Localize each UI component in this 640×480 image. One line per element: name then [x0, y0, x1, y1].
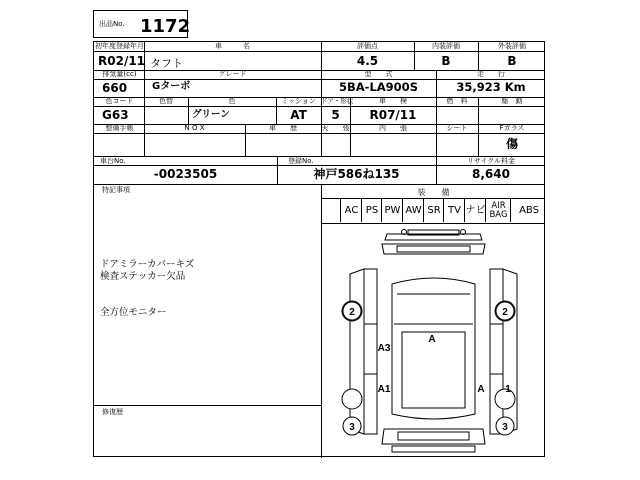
- equipment-aw: AW: [402, 199, 424, 222]
- service-book-label: 整備手帳: [105, 124, 134, 132]
- door-value: 5: [331, 108, 340, 122]
- nox-label: N O X: [184, 124, 205, 132]
- equipment-sr: SR: [423, 199, 444, 222]
- equipment-airbag: AIR BAG: [485, 199, 511, 222]
- lot-number-box: [93, 10, 191, 38]
- chassis-value: -0023505: [153, 167, 218, 181]
- inspection-sheet: [93, 41, 545, 457]
- lot-number-value: 1172: [140, 16, 191, 37]
- mission-label: ミッション: [281, 97, 316, 105]
- interior-lining-label: 内 張: [379, 124, 407, 132]
- mark-left-rear: 3: [349, 422, 355, 433]
- rear-bumper-outline: [392, 446, 475, 452]
- repair-history-label: 修復歴: [102, 408, 123, 416]
- car-name-label: 車 名: [215, 42, 250, 50]
- color-code-value: G63: [102, 108, 129, 122]
- recycle-fee-label: リサイクル料金: [466, 157, 516, 165]
- equipment-pw: PW: [381, 199, 403, 222]
- mark-left-rear-door: A1: [377, 384, 391, 395]
- lot-number-label: 出品No.: [99, 20, 125, 28]
- mileage-label: 走 行: [477, 70, 505, 78]
- door-label: ドア・形状: [321, 97, 354, 105]
- mark-left-front-door: A3: [377, 343, 391, 354]
- displacement-label: 排気量(cc): [102, 70, 137, 78]
- score-label: 評価点: [357, 42, 378, 50]
- drive-label: 駆 動: [501, 97, 523, 105]
- color-code-label: 色コード: [105, 97, 134, 105]
- registration-label: 登録No.: [288, 157, 314, 165]
- model-value: 5BA-LA900S: [339, 80, 418, 94]
- mileage-value: 35,923 Km: [456, 80, 526, 94]
- model-label: 型 式: [364, 70, 393, 78]
- car-damage-diagram: [322, 224, 545, 457]
- mark-right-front: 2: [502, 307, 508, 318]
- mark-right-side: 1: [505, 384, 511, 395]
- registration-value: 神戸586ね135: [313, 167, 400, 181]
- mark-right-rear-door: A: [477, 384, 485, 395]
- color-label: 色: [228, 97, 236, 105]
- history-label: 車 歴: [269, 124, 297, 132]
- notes-label: 特記事項: [102, 186, 130, 194]
- equipment-ac: AC: [340, 199, 362, 222]
- displacement-value: 660: [102, 81, 128, 95]
- car-name-value: タフト: [150, 57, 183, 70]
- seat-label: シート: [446, 124, 468, 132]
- equipment-tv: TV: [443, 199, 465, 222]
- notes-list: [100, 259, 315, 319]
- equipment-label: 装 備: [417, 188, 450, 197]
- color-change-label: 色替: [159, 97, 173, 105]
- rear-view-outline: [382, 429, 485, 444]
- chassis-label: 車台No.: [100, 157, 126, 165]
- inspection-value: R07/11: [369, 108, 417, 122]
- color-value: グリーン: [192, 109, 230, 120]
- equipment-ps: PS: [361, 199, 382, 222]
- inspection-label: 車 検: [379, 97, 407, 105]
- year-label: 初年度登録年月: [95, 42, 144, 50]
- grade-label: グレード: [218, 70, 247, 78]
- mark-left-front: 2: [349, 307, 355, 318]
- ceiling-label: 天 張: [321, 124, 350, 132]
- note-line: [100, 283, 315, 295]
- left-rear-wheel: [342, 389, 362, 409]
- note-line: 全方位モニター: [100, 307, 167, 318]
- note-line: ドアミラーカバーキズ: [100, 259, 195, 270]
- equipment-row: [321, 199, 546, 223]
- fuel-label: 燃 料: [446, 97, 468, 105]
- exterior-grade-label: 外装評価: [498, 42, 526, 50]
- note-line: 検査ステッカー欠品: [100, 271, 186, 282]
- front-glass-label: Fガラス: [499, 124, 525, 132]
- year-value: R02/11: [98, 54, 146, 68]
- equipment-abs: ABS: [510, 199, 547, 222]
- exterior-grade-value: B: [507, 54, 517, 68]
- front-glass-value: 傷: [505, 137, 518, 151]
- recycle-fee-value: 8,640: [472, 167, 510, 181]
- score-value: 4.5: [356, 54, 379, 68]
- mark-roof-front: A: [428, 334, 436, 345]
- equipment-navi: ナビ: [464, 199, 486, 222]
- mark-right-rear: 3: [502, 422, 508, 433]
- grade-value: Gターボ: [152, 81, 191, 92]
- mission-value: AT: [290, 108, 307, 122]
- interior-grade-value: B: [441, 54, 451, 68]
- interior-grade-label: 内装評価: [432, 42, 460, 50]
- top-view-outline: [392, 278, 475, 419]
